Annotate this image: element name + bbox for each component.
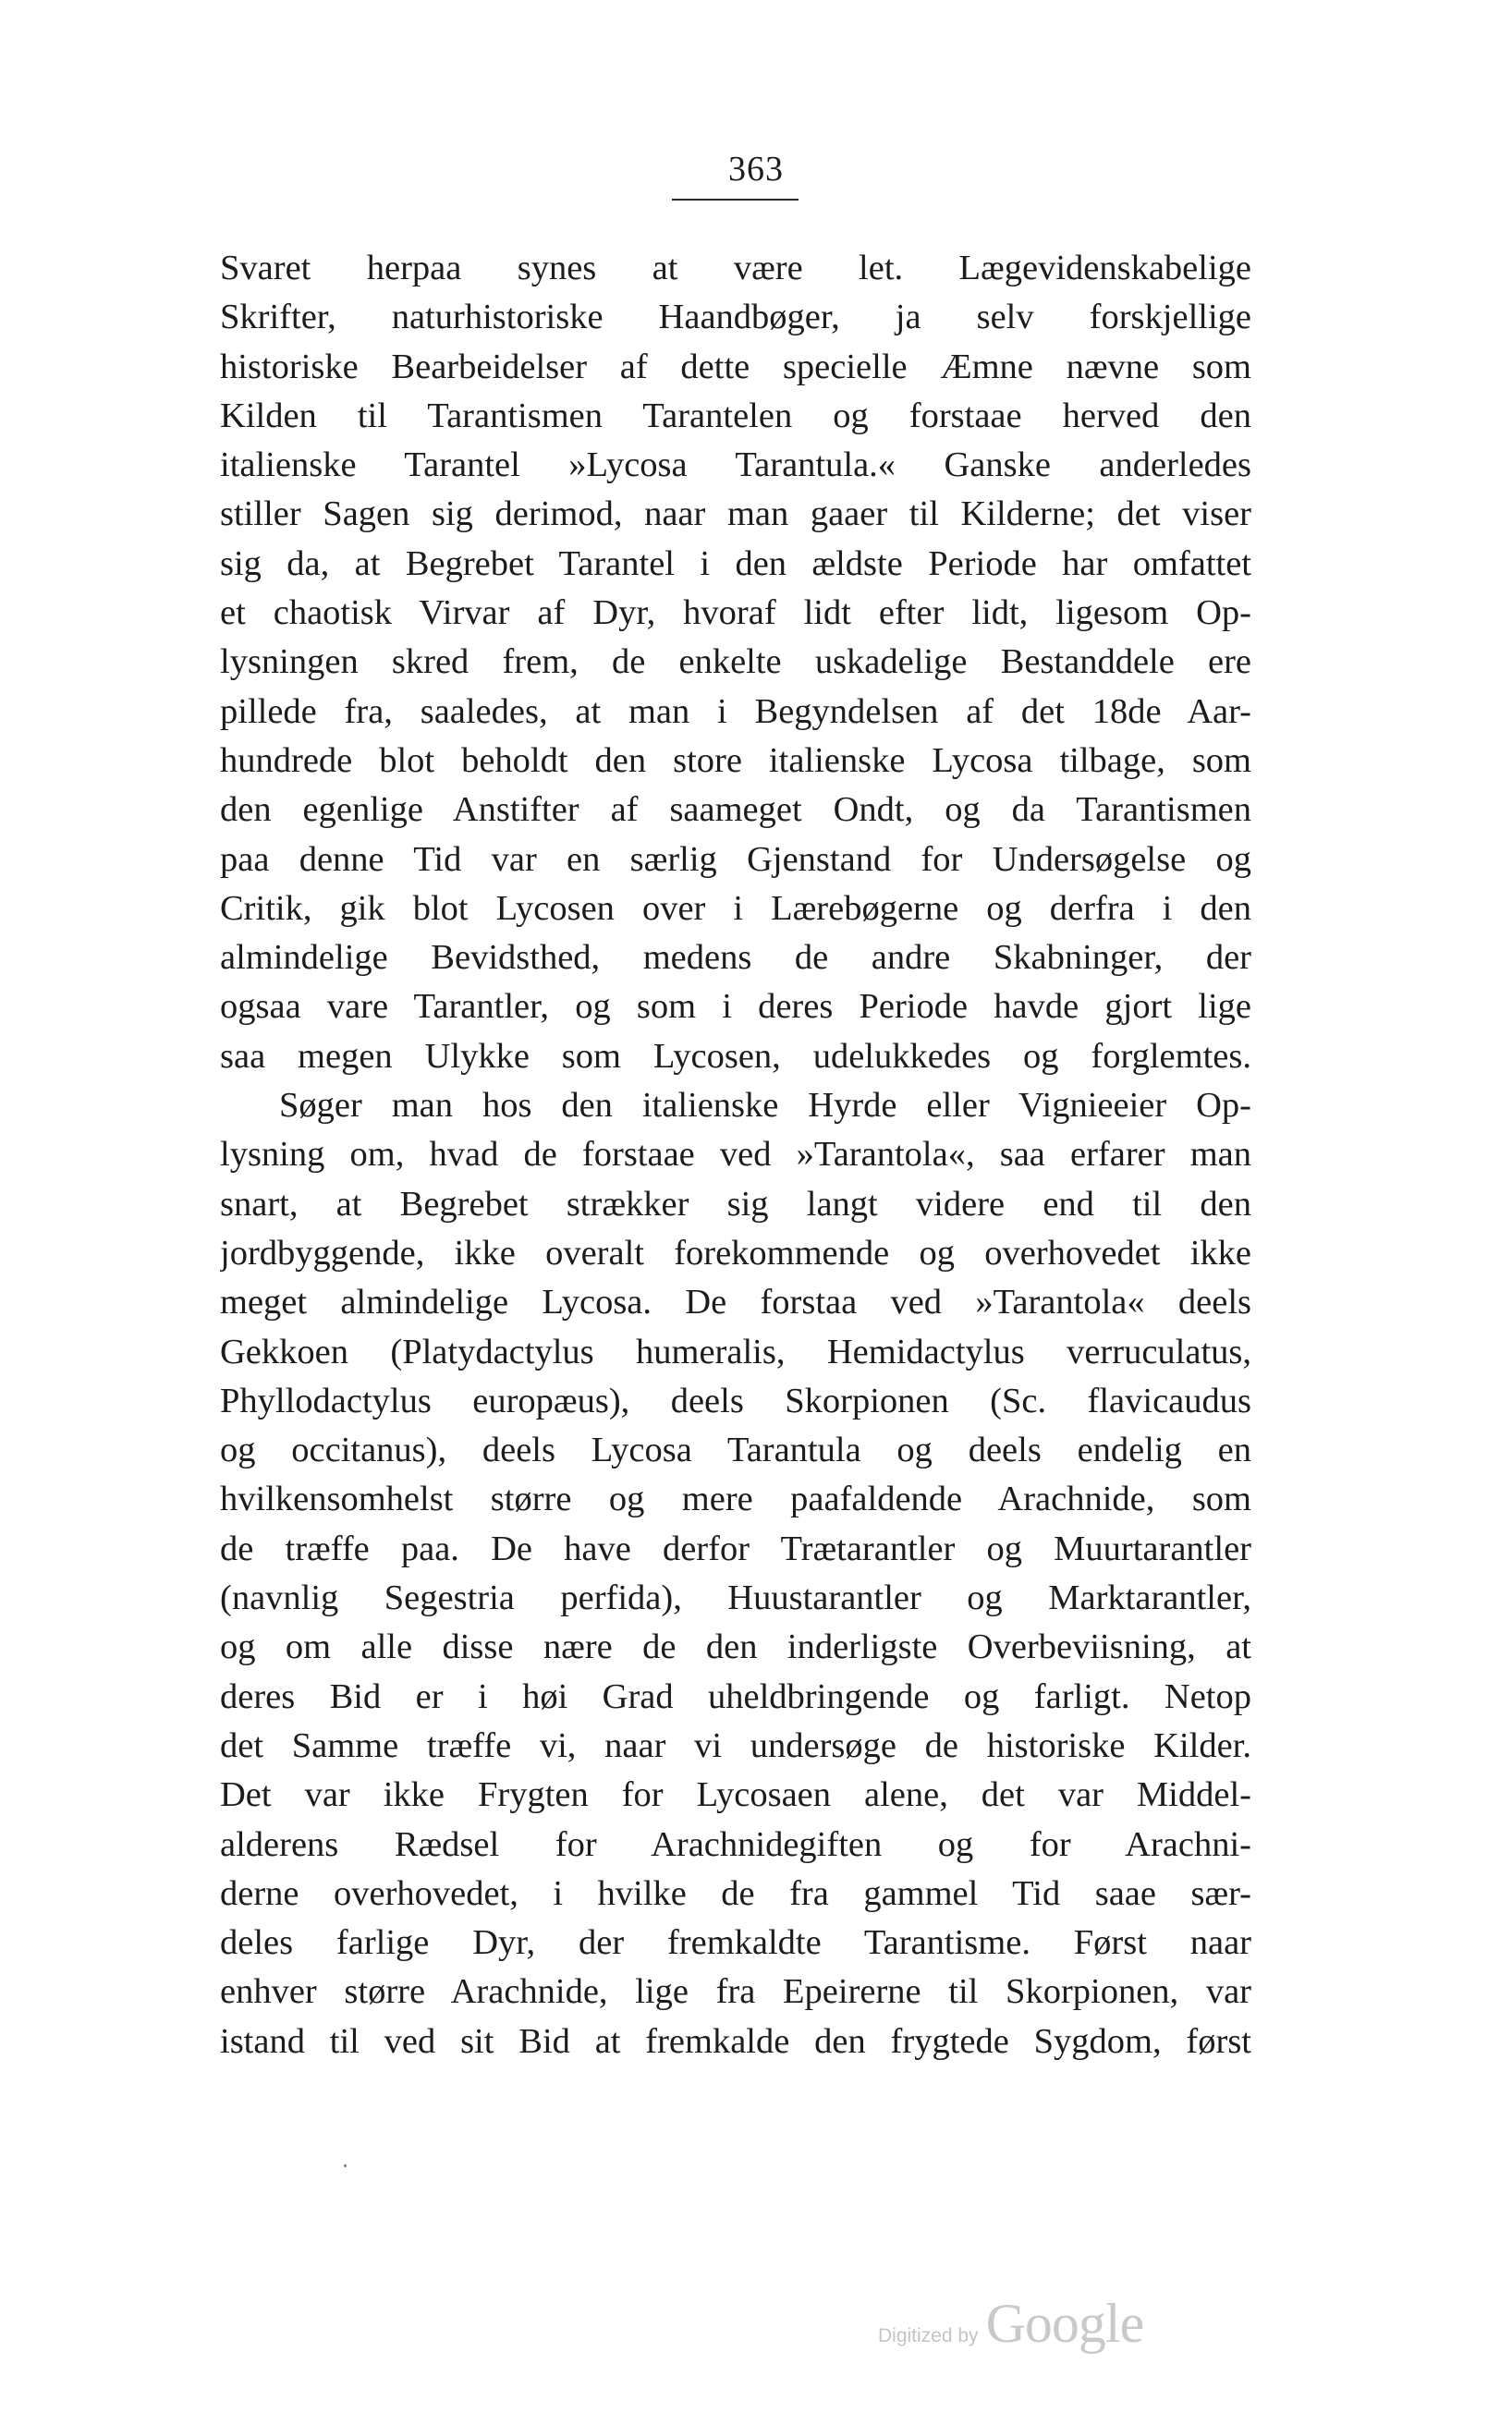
text-line: (navnlig Segestria perfida), Huustarantler og Marktarantler, — [220, 1578, 1251, 1618]
text-line: historiske Bearbeidelser af dette specielle Æmne nævne som — [220, 347, 1251, 386]
text-line: deres Bid er i høi Grad uheldbringende og farligt. Netop — [220, 1676, 1251, 1716]
text-line: hvilkensomhelst større og mere paafaldende Arachnide, som — [220, 1480, 1251, 1519]
text-line: og om alle disse nære de den inderligste Overbeviisning, at — [220, 1627, 1251, 1667]
text-line: Det var ikke Frygten for Lycosaen alene, det var Middel- — [220, 1775, 1251, 1815]
text-line: enhver større Arachnide, lige fra Epeirerne til Skorpionen, var — [220, 1972, 1251, 2012]
text-line: Skrifter, naturhistoriske Haandbøger, ja selv forskjellige — [220, 298, 1251, 337]
text-line: deles farlige Dyr, der fremkaldte Tarantisme. Først naar — [220, 1923, 1251, 1963]
speck — [344, 2164, 347, 2167]
text-line: jordbyggende, ikke overalt forekommende og overhovedet ikke — [220, 1233, 1251, 1273]
text-line: et chaotisk Virvar af Dyr, hvoraf lidt efter lidt, ligesom Op- — [220, 593, 1251, 633]
text-line: stiller Sagen sig derimod, naar man gaaer til Kilderne; det viser — [220, 494, 1251, 534]
google-logo: Google — [985, 2293, 1144, 2354]
text-line: Critik, gik blot Lycosen over i Lærebøgerne og derfra i den — [220, 888, 1251, 928]
text-line: Kilden til Tarantismen Tarantelen og forstaae herved den — [220, 396, 1251, 435]
text-line: saa megen Ulykke som Lycosen, udelukkedes og forglemtes. — [220, 1036, 1251, 1076]
text-line: den egenlige Anstifter af saameget Ondt, og da Tarantismen — [220, 790, 1251, 830]
text-line: ogsaa vare Tarantler, og som i deres Periode havde gjort lige — [220, 987, 1251, 1027]
text-line: lysningen skred frem, de enkelte uskadelige Bestanddele ere — [220, 642, 1251, 682]
text-line: lysning om, hvad de forstaae ved »Tarantola«, saa erfarer man — [220, 1135, 1251, 1175]
text-line: og occitanus), deels Lycosa Tarantula og deels endelig en — [220, 1431, 1251, 1470]
page-number-rule — [672, 199, 799, 201]
body-text — [220, 244, 1251, 2066]
text-line: Søger man hos den italienske Hyrde eller Vignieeier Op- — [279, 1086, 1251, 1126]
text-line: de træffe paa. De have derfor Trætarantler og Muurtarantler — [220, 1529, 1251, 1568]
text-line: Phyllodactylus europæus), deels Skorpionen (Sc. flavicaudus — [220, 1381, 1251, 1420]
text-line: pillede fra, saaledes, at man i Begyndelsen af det 18de Aar- — [220, 691, 1251, 731]
text-line: meget almindelige Lycosa. De forstaa ved »Tarantola« deels — [220, 1283, 1251, 1322]
text-line: almindelige Bevidsthed, medens de andre Skabninger, der — [220, 938, 1251, 978]
text-line: sig da, at Begrebet Tarantel i den ældste Periode har omfattet — [220, 543, 1251, 583]
watermark-prefix: Digitized by — [878, 2325, 979, 2346]
text-line: det Samme træffe vi, naar vi undersøge de historiske Kilder. — [220, 1725, 1251, 1765]
text-line: italienske Tarantel »Lycosa Tarantula.« Ganske anderledes — [220, 445, 1251, 485]
text-line: alderens Rædsel for Arachnidegiften og for Arachni- — [220, 1824, 1251, 1864]
text-line: istand til ved sit Bid at fremkalde den frygtede Sygdom, først — [220, 2021, 1251, 2061]
text-line: snart, at Begrebet strækker sig langt videre end til den — [220, 1184, 1251, 1224]
google-watermark — [878, 2292, 1174, 2357]
text-line: paa denne Tid var en særlig Gjenstand for Undersøgelse og — [220, 839, 1251, 879]
page-number: 363 — [728, 150, 784, 189]
text-line: hundrede blot beholdt den store italienske Lycosa tilbage, som — [220, 740, 1251, 780]
text-line: derne overhovedet, i hvilke de fra gammel Tid saae sær- — [220, 1873, 1251, 1913]
text-line: Svaret herpaa synes at være let. Lægevidenskabelige — [220, 249, 1251, 287]
text-line: Gekkoen (Platydactylus humeralis, Hemidactylus verruculatus, — [220, 1332, 1251, 1371]
